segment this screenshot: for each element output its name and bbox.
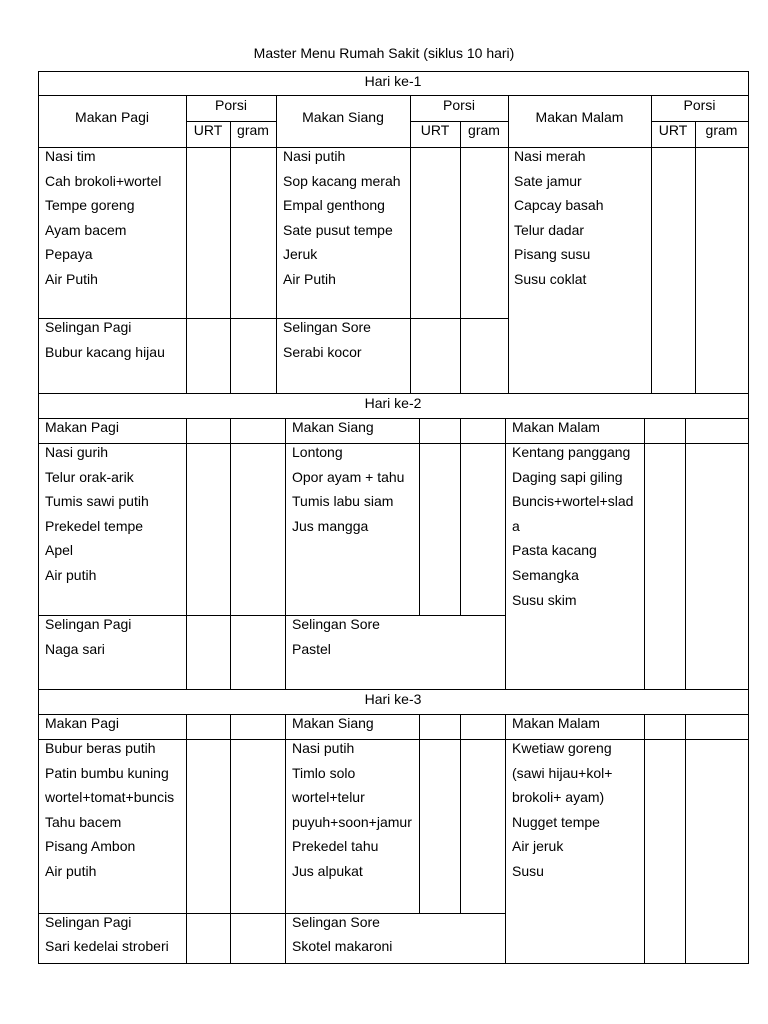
table-rule (460, 418, 461, 616)
menu-item: Timlo solo (292, 764, 356, 781)
table-rule (505, 714, 506, 964)
table-rule (186, 95, 187, 394)
table-border-right (748, 71, 749, 964)
snack-header: Selingan Sore (292, 616, 380, 632)
menu-item: Nugget tempe (512, 813, 600, 830)
table-rule (285, 714, 286, 964)
menu-item: wortel+telur (292, 789, 365, 806)
urt-header: URT (420, 122, 450, 138)
menu-item: Serabi kocor (283, 344, 362, 360)
table-rule (685, 418, 686, 690)
page-title: Master Menu Rumah Sakit (siklus 10 hari) (253, 45, 515, 61)
table-rule (695, 121, 696, 394)
menu-item: Jus alpukat (292, 863, 363, 879)
day-label-divider (38, 418, 749, 419)
menu-item: Kwetiaw goreng (512, 740, 612, 756)
day-label: Hari ke-1 (364, 73, 422, 89)
day-label: Hari ke-3 (364, 691, 422, 707)
porsi-header: Porsi (215, 97, 247, 113)
column-header-makan-pagi: Makan Pagi (45, 715, 119, 731)
column-header-makan-malam: Makan Malam (512, 419, 600, 435)
menu-item: Lontong (292, 444, 343, 460)
snack-header: Selingan Sore (283, 319, 371, 335)
menu-item: Sop kacang merah (283, 172, 401, 189)
menu-item: Buncis+wortel+slad (512, 493, 634, 510)
table-border-left (38, 71, 39, 964)
table-rule (230, 121, 231, 394)
menu-item: Sate jamur (514, 172, 582, 189)
menu-item: Semangka (512, 567, 579, 583)
menu-item: Nasi merah (514, 148, 586, 164)
menu-item: Prekedel tahu (292, 838, 379, 855)
urt-header: URT (658, 122, 688, 138)
table-rule (460, 714, 461, 914)
menu-item: Patin bumbu kuning (45, 764, 169, 781)
header-divider (38, 147, 749, 148)
menu-item: wortel+tomat+buncis (45, 789, 175, 806)
menu-item: Nasi putih (283, 148, 346, 164)
menu-item: Opor ayam + tahu (292, 468, 405, 485)
table-rule (285, 418, 286, 690)
snack-header: Selingan Pagi (45, 319, 132, 335)
menu-item: (sawi hijau+kol+ (512, 764, 613, 781)
menu-item: brokoli+ ayam) (512, 789, 605, 806)
menu-item: Cah brokoli+wortel (45, 172, 162, 189)
menu-item: Capcay basah (514, 197, 604, 214)
column-header-makan-siang: Makan Siang (292, 419, 374, 435)
menu-item: Pepaya (45, 246, 93, 263)
table-rule (685, 714, 686, 964)
column-header-makan-siang: Makan Siang (302, 109, 384, 125)
menu-item: Tempe goreng (45, 197, 135, 214)
day-divider (38, 689, 749, 690)
menu-item: Pisang susu (514, 246, 591, 263)
menu-item: Sate pusut tempe (283, 221, 393, 238)
gram-header: gram (705, 122, 738, 138)
menu-item: Jeruk (283, 246, 318, 263)
menu-item: Ayam bacem (45, 221, 127, 238)
table-rule (410, 95, 411, 394)
menu-item: Air putih (45, 567, 97, 583)
menu-item: Tumis sawi putih (45, 493, 149, 510)
table-rule (460, 121, 461, 394)
menu-item: puyuh+soon+jamur (292, 813, 412, 830)
column-header-makan-pagi: Makan Pagi (45, 419, 119, 435)
menu-item: Jus mangga (292, 517, 369, 534)
menu-item: Tumis labu siam (292, 493, 394, 510)
menu-item: Tahu bacem (45, 813, 122, 830)
column-header-makan-siang: Makan Siang (292, 715, 374, 731)
porsi-header: Porsi (443, 97, 475, 113)
porsi-header: Porsi (683, 97, 716, 113)
menu-item: Apel (45, 542, 74, 559)
menu-item: Skotel makaroni (292, 938, 393, 954)
column-header-makan-malam: Makan Malam (512, 715, 600, 731)
table-rule (508, 95, 509, 394)
table-rule (419, 418, 420, 616)
menu-item: Pastel (292, 641, 331, 657)
table-rule (230, 714, 231, 964)
snack-header: Selingan Sore (292, 914, 380, 930)
table-rule (644, 418, 645, 690)
menu-item: Air putih (45, 863, 97, 879)
table-rule (186, 418, 187, 690)
menu-item: Daging sapi giling (512, 468, 623, 485)
gram-header: gram (237, 122, 269, 138)
snack-header: Selingan Pagi (45, 616, 132, 632)
header-divider (38, 443, 749, 444)
table-rule (505, 418, 506, 690)
menu-item: Prekedel tempe (45, 517, 144, 534)
menu-item: Nasi tim (45, 148, 96, 164)
day-divider (38, 393, 749, 394)
table-rule (651, 95, 652, 394)
table-border-bottom (38, 963, 749, 964)
menu-item: Air jeruk (512, 838, 564, 855)
menu-item: Naga sari (45, 641, 105, 657)
urt-header: URT (193, 122, 223, 138)
day-label-divider (38, 95, 749, 96)
day-label: Hari ke-2 (364, 395, 422, 411)
table-rule (276, 95, 277, 394)
menu-item: Empal genthong (283, 197, 385, 214)
menu-item: Susu (512, 863, 544, 879)
menu-item: Telur dadar (514, 221, 585, 238)
menu-item: Kentang panggang (512, 444, 631, 460)
menu-item: Air Putih (45, 271, 98, 287)
table-rule (230, 418, 231, 690)
menu-item: Telur orak-arik (45, 468, 134, 485)
menu-item: Nasi gurih (45, 444, 109, 460)
table-rule (644, 714, 645, 964)
menu-item: Nasi putih (292, 740, 355, 756)
table-rule (186, 714, 187, 964)
menu-item: Pasta kacang (512, 542, 597, 559)
menu-item: Bubur kacang hijau (45, 344, 165, 360)
menu-item: Susu coklat (514, 271, 587, 287)
menu-item: Air Putih (283, 271, 336, 287)
column-header-makan-pagi: Makan Pagi (75, 109, 149, 125)
menu-item: Pisang Ambon (45, 838, 136, 855)
gram-header: gram (468, 122, 500, 138)
snack-header: Selingan Pagi (45, 914, 132, 930)
menu-item: Sari kedelai stroberi (45, 938, 169, 954)
menu-item: a (512, 517, 520, 534)
menu-item: Bubur beras putih (45, 740, 156, 756)
table-border-top (38, 71, 749, 72)
table-rule (419, 714, 420, 914)
column-header-makan-malam: Makan Malam (535, 109, 624, 125)
day-label-divider (38, 714, 749, 715)
menu-item: Susu skim (512, 591, 577, 608)
